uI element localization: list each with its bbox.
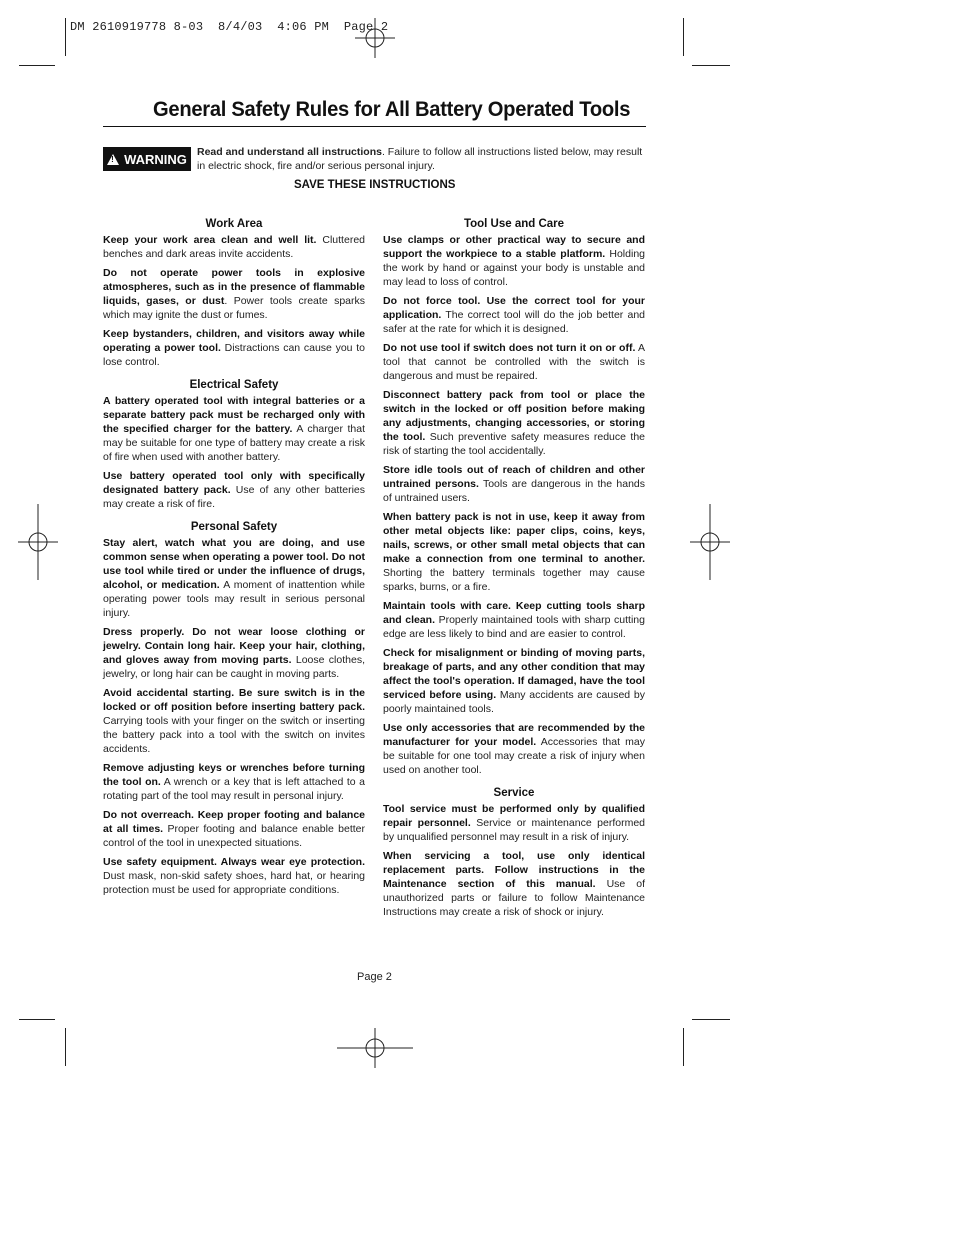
warning-lead: Read and understand all instructions: [197, 146, 382, 158]
safety-rule-text: Accessories that may be suitable for one tool may create a risk of injury when used on another tool.: [383, 736, 645, 776]
safety-rule-text: Such preventive safety measures reduce the risk of starting the tool accidentally.: [383, 431, 645, 457]
safety-rule-lead: Disconnect battery pack from tool or place the switch in the locked or off position before making any adjustments, changing accessories, or storing the tool.: [383, 389, 645, 443]
safety-rule-text: A moment of inattention while operating power tools may result in serious personal injury.: [103, 579, 366, 619]
safety-rule: [103, 266, 365, 322]
crop-mark-top-left-horizontal: [19, 65, 55, 66]
safety-rule-lead: When battery pack is not in use, keep it away from other metal objects like: paper clips, coins, keys, nails, screws, or other small metal objects that can make a connection from one terminal to another.: [383, 511, 645, 565]
left-column: [103, 217, 365, 902]
safety-rule-text: Cluttered benches and dark areas invite accidents.: [103, 234, 365, 260]
safety-rule-text: Tools are dangerous in the hands of untrained users.: [383, 478, 645, 504]
page-title: General Safety Rules for All Battery Operated Tools: [153, 98, 631, 121]
safety-rule: [103, 761, 365, 803]
safety-rule: [383, 463, 645, 505]
safety-rule-lead: Use battery operated tool only with specifically designated battery pack.: [103, 470, 365, 496]
print-slug: DM 2610919778 8-03 8/4/03 4:06 PM Page 2: [70, 20, 389, 34]
safety-rule: [383, 599, 645, 641]
safety-rule: [103, 469, 365, 511]
safety-rule: [103, 625, 365, 681]
warning-badge: [103, 147, 191, 171]
safety-rule-text: . Power tools create sparks which may ignite the dust or fumes.: [103, 295, 365, 321]
warning-body: . Failure to follow all instructions listed below, may result in electric shock, fire and/or serious personal injury.: [197, 146, 643, 172]
crop-mark-top-right-vertical: [683, 18, 684, 56]
safety-rule-text: Holding the work by hand or against your body is unstable and may lead to loss of control.: [383, 248, 645, 288]
safety-rule-lead: Avoid accidental starting. Be sure switch is in the locked or off position before inserting battery pack.: [103, 687, 365, 713]
safety-rule: [383, 510, 645, 594]
safety-rule-lead: Dress properly. Do not wear loose clothing or jewelry. Contain long hair. Keep your hair, clothing, and gloves away from moving parts.: [103, 626, 365, 666]
safety-rule-lead: Tool service must be performed only by qualified repair personnel.: [383, 803, 645, 829]
crop-mark-bottom-left-horizontal: [19, 1019, 55, 1020]
safety-rule: [383, 233, 645, 289]
safety-rule: [383, 802, 645, 844]
crop-mark-bottom-right-horizontal: [692, 1019, 730, 1020]
safety-rule-text: The correct tool will do the job better and safer at the rate for which it is designed.: [383, 309, 645, 335]
title-rule: [103, 126, 646, 127]
safety-rule-lead: Remove adjusting keys or wrenches before turning the tool on.: [103, 762, 365, 788]
safety-rule: [383, 646, 645, 716]
safety-rule-text: Carrying tools with your finger on the switch or inserting the battery pack into a tool with the switch on invites accidents.: [103, 715, 365, 755]
safety-rule-lead: Use only accessories that are recommended by the manufacturer for your model.: [383, 722, 645, 748]
section-heading: Tool Use and Care: [463, 218, 565, 230]
warning-badge-label: WARNING: [124, 151, 187, 167]
crop-mark-bottom-left-vertical: [65, 1028, 66, 1066]
safety-rule: [103, 327, 365, 369]
safety-rule-text: Service or maintenance performed by unqualified personnel may result in a risk of injury.: [383, 817, 645, 843]
safety-rule: [103, 233, 365, 261]
safety-rule: [383, 341, 645, 383]
safety-rule: [103, 808, 365, 850]
safety-rule-lead: Use clamps or other practical way to secure and support the workpiece to a stable platform.: [383, 234, 645, 260]
crop-mark-bottom-right-vertical: [683, 1028, 684, 1066]
safety-rule: [383, 849, 645, 919]
right-column: [383, 217, 645, 924]
section-heading: Personal Safety: [190, 521, 278, 533]
safety-rule-lead: Keep your work area clean and well lit.: [103, 234, 317, 246]
page-number: Page 2: [357, 971, 392, 983]
safety-rule: [103, 536, 365, 620]
safety-rule-text: A charger that may be suitable for one type of battery may create a risk of fire when used with another battery.: [103, 423, 365, 463]
safety-rule-lead: Do not use tool if switch does not turn it on or off.: [383, 342, 636, 354]
warning-text: [197, 145, 649, 173]
safety-rule-text: Use of unauthorized parts or failure to follow Maintenance Instructions may create a risk of shock or injury.: [383, 878, 645, 918]
safety-rule-text: Loose clothes, jewelry, or long hair can be caught in moving parts.: [103, 654, 365, 680]
safety-rule: [383, 294, 645, 336]
safety-rule: [383, 721, 645, 777]
safety-rule-lead: Check for misalignment or binding of moving parts, breakage of parts, and any other condition that may affect the tool's operation. If damaged, have the tool serviced before using.: [383, 647, 645, 701]
registration-mark-bottom-icon: [337, 1028, 413, 1068]
safety-rule-lead: Do not operate power tools in explosive atmospheres, such as in the presence of flammable liquids, gases, or dust: [103, 267, 365, 307]
safety-rule-lead: Do not overreach. Keep proper footing and balance at all times.: [103, 809, 365, 835]
safety-rule-lead: Store idle tools out of reach of children and other untrained persons.: [383, 464, 645, 490]
save-instructions-heading: SAVE THESE INSTRUCTIONS: [294, 179, 456, 191]
section-heading: Electrical Safety: [189, 379, 279, 391]
registration-mark-left-icon: [18, 504, 58, 580]
registration-mark-right-icon: [690, 504, 730, 580]
crop-mark-top-right-horizontal: [692, 65, 730, 66]
safety-rule-text: Proper footing and balance enable better control of the tool in unexpected situations.: [103, 823, 365, 849]
safety-rule-text: A wrench or a key that is left attached to a rotating part of the tool may result in personal injury.: [103, 776, 365, 802]
safety-rule-text: A tool that cannot be controlled with the switch is dangerous and must be repaired.: [383, 342, 645, 382]
safety-rule-text: Use of any other batteries may create a risk of fire.: [103, 484, 366, 510]
section-heading: Service: [493, 787, 535, 799]
safety-rule: [103, 686, 365, 756]
safety-rule-text: Distractions can cause you to lose control.: [103, 342, 365, 368]
safety-rule-lead: A battery operated tool with integral batteries or a separate battery pack must be recharged only with the specified charger for the battery.: [103, 395, 365, 435]
warning-triangle-icon: !: [107, 154, 119, 165]
safety-rule-lead: Stay alert, watch what you are doing, and use common sense when operating a power tool. Do not use tool while tired or under the influence of drugs, alcohol, or medication.: [103, 537, 365, 591]
section-heading: Work Area: [205, 218, 263, 230]
safety-rule-lead: When servicing a tool, use only identical replacement parts. Follow instructions in the Maintenance section of this manual.: [383, 850, 645, 890]
safety-rule-text: Many accidents are caused by poorly maintained tools.: [383, 689, 645, 715]
safety-rule-text: Dust mask, non-skid safety shoes, hard hat, or hearing protection must be used for appropriate conditions.: [103, 870, 365, 896]
registration-mark-top-icon: [355, 18, 395, 58]
safety-rule-text: Shorting the battery terminals together may cause sparks, burns, or a fire.: [383, 567, 645, 593]
safety-rule: [383, 388, 645, 458]
safety-rule-lead: Maintain tools with care. Keep cutting tools sharp and clean.: [383, 600, 645, 626]
safety-rule: [103, 855, 365, 897]
safety-rule-lead: Keep bystanders, children, and visitors away while operating a power tool.: [103, 328, 365, 354]
crop-mark-top-left-vertical: [65, 18, 66, 56]
safety-rule-lead: Do not force tool. Use the correct tool for your application.: [383, 295, 645, 321]
safety-rule: [103, 394, 365, 464]
safety-rule-text: Properly maintained tools with sharp cutting edge are less likely to bind and are easier to control.: [383, 614, 645, 640]
safety-rule-lead: Use safety equipment. Always wear eye protection.: [103, 856, 365, 868]
